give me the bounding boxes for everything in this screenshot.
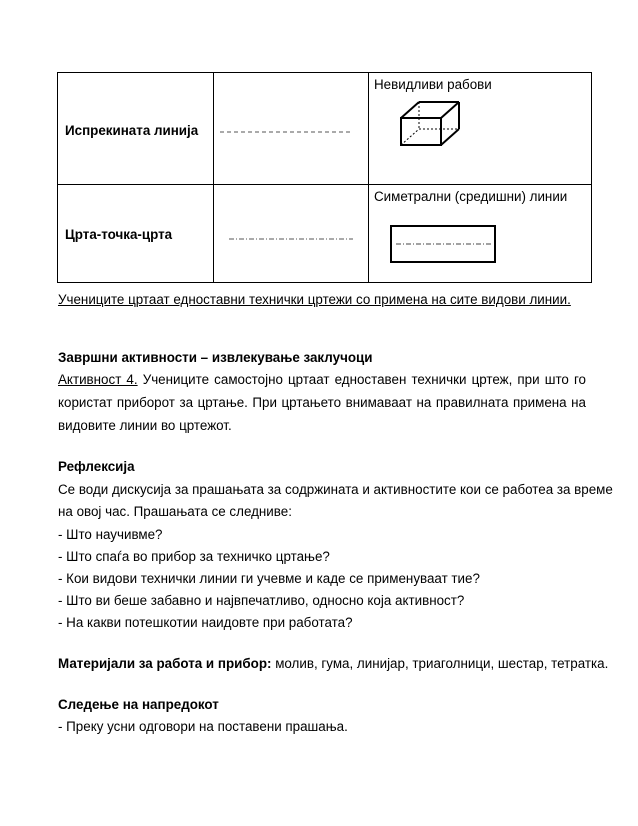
table-cell xyxy=(369,185,592,283)
activity-line-2: користат приборот за цртање. При цртањето внимаваат на правилната примена на xyxy=(58,395,586,410)
activity-label: Активност 4. xyxy=(58,372,138,387)
row-label-dashed: Испрекината линија xyxy=(65,123,199,138)
rectangle-centerline-icon xyxy=(390,225,498,265)
materials-text: молив, гума, линијар, триаголници, шестар, тетратка. xyxy=(271,656,609,671)
figure-title-centerlines: Симетрални (средишни) линии xyxy=(374,189,568,204)
dashed-line-sample xyxy=(220,130,352,134)
activity-4-line xyxy=(58,372,586,387)
dash-dot-line-sample xyxy=(229,237,355,241)
table-cell xyxy=(214,73,369,185)
reflection-line-1: Се води дискусија за прашањата за содржината и активностите кои се работеа за време xyxy=(58,482,613,497)
table-cell xyxy=(369,73,592,185)
materials-label: Материјали за работа и прибор: xyxy=(58,656,272,671)
table-row xyxy=(58,73,592,185)
list-item: - На какви потешкотии наидовте при работата? xyxy=(58,615,353,630)
progress-text: - Преку усни одговори на поставени прашања. xyxy=(58,719,348,734)
reflection-heading: Рефлексија xyxy=(58,459,135,474)
table-row xyxy=(58,185,592,283)
line-types-table xyxy=(57,72,592,283)
table-cell xyxy=(214,185,369,283)
table-cell xyxy=(58,185,214,283)
list-item: - Кои видови технички линии ги учевме и каде се применуваат тие? xyxy=(58,571,480,586)
figure-title-hidden-edges: Невидливи рабови xyxy=(374,77,492,92)
row-label-dash-dot: Црта-точка-црта xyxy=(65,227,173,242)
progress-heading: Следење на напредокот xyxy=(58,697,219,712)
list-item: - Што спаѓа во прибор за техничко цртање? xyxy=(58,549,330,564)
reflection-line-2: на овој час. Прашањата се следниве: xyxy=(58,504,292,519)
list-item: - Што ви беше забавно и највпечатливо, односно која активност? xyxy=(58,593,465,608)
activity-text: Учениците самостојно цртаат едноставен технички цртеж, при што го xyxy=(137,372,586,387)
wireframe-box-icon xyxy=(399,99,463,149)
table-cell xyxy=(58,73,214,185)
final-activities-heading: Завршни активности – извлекување заклучоци xyxy=(58,350,373,365)
activity-line-3: видовите линии во цртежот. xyxy=(58,418,232,433)
materials-line xyxy=(58,656,609,671)
intro-line: Учениците цртаат едноставни технички цртежи со примена на сите видови линии. xyxy=(58,292,571,307)
list-item: - Што научивме? xyxy=(58,527,163,542)
